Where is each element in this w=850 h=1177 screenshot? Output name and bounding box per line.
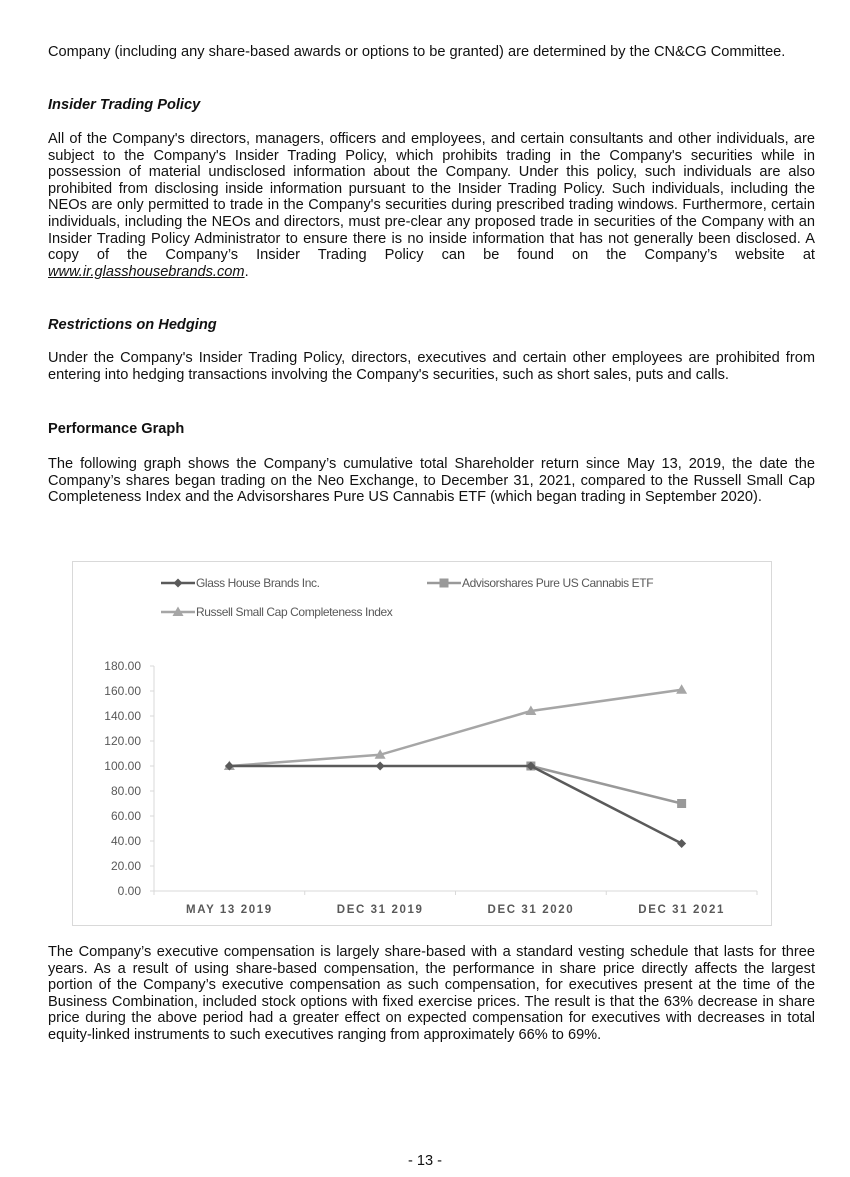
y-tick-label: 60.00	[110, 809, 141, 823]
legend-label: Russell Small Cap Completeness Index	[196, 605, 393, 619]
square-marker-icon	[440, 579, 449, 588]
insider-trading-text: All of the Company's directors, managers, officers and employees, and certain consultants and other individuals, are subject to the Company's Insider Trading Policy, which prohibits trading in the Company's securities while in possession of material undisclosed information about the Company. Under this policy, such individuals are also prohibited from disclosing inside information pursuant to the Insider Trading Policy. Such individuals, including the NEOs are only permitted to trade in the Company's securities during prescribed trading windows. Furthermore, certain individuals, including the NEOs and directors, must pre-clear any proposed trade in securities of the Company with an Insider Trading Policy Administrator to ensure there is no inside information that has not generally been disclosed. A copy of the Company’s Insider Trading Policy can be found on the Company’s website at	[48, 131, 815, 264]
performance-chart	[72, 561, 772, 926]
legend-label: Advisorshares Pure US Cannabis ETF	[462, 576, 654, 590]
diamond-marker-icon	[174, 579, 183, 588]
x-axis	[154, 891, 757, 916]
y-tick-label: 100.00	[104, 759, 141, 773]
series-line	[526, 762, 686, 809]
y-tick-label: 140.00	[104, 709, 141, 723]
line-chart	[73, 562, 773, 927]
x-tick-label: DEC 31 2021	[638, 904, 725, 916]
chart-legend	[161, 576, 653, 619]
diamond-marker-icon	[376, 762, 385, 771]
diamond-marker-icon	[677, 839, 686, 848]
hedging-paragraph: Under the Company's Insider Trading Policy, directors, executives and certain other employees are prohibited from entering into hedging transactions involving the Company's securities, such as short sales, puts and calls.	[48, 350, 815, 383]
intro-paragraph: Company (including any share-based awards or options to be granted) are determined by the CN&CG Committee.	[48, 44, 786, 60]
legend-label: Glass House Brands Inc.	[196, 576, 320, 590]
y-tick-label: 160.00	[104, 684, 141, 698]
y-axis	[104, 659, 154, 898]
hedging-heading: Restrictions on Hedging	[48, 317, 217, 333]
series-line	[224, 684, 687, 770]
performance-paragraph: The following graph shows the Company’s cumulative total Shareholder return since May 13, 2019, the date the Company’s shares began trading on the Neo Exchange, to December 31, 2021, compared to the Russell Small Cap Completeness Index and the Advisorshares Pure US Cannabis ETF (which began trading in September 2020).	[48, 456, 815, 506]
performance-graph-heading: Performance Graph	[48, 421, 185, 437]
y-tick-label: 0.00	[117, 884, 141, 898]
legend-item	[161, 576, 320, 590]
triangle-marker-icon	[676, 684, 687, 694]
insider-trading-paragraph	[48, 131, 815, 280]
page-number: - 13 -	[407, 1153, 443, 1169]
y-tick-label: 20.00	[110, 859, 141, 873]
y-tick-label: 40.00	[110, 834, 141, 848]
square-marker-icon	[677, 799, 686, 808]
series-line	[225, 762, 686, 849]
website-link[interactable]: www.ir.glasshousebrands.com	[48, 263, 245, 280]
legend-item	[427, 576, 653, 590]
legend-item	[161, 605, 393, 619]
x-tick-label: DEC 31 2019	[336, 904, 424, 916]
insider-trading-end: .	[244, 263, 249, 280]
y-tick-label: 80.00	[110, 784, 141, 798]
x-tick-label: MAY 13 2019	[186, 904, 273, 916]
y-tick-label: 120.00	[104, 734, 141, 748]
insider-trading-heading: Insider Trading Policy	[48, 97, 201, 113]
y-tick-label: 180.00	[104, 659, 141, 673]
chart-series	[224, 684, 687, 848]
compensation-paragraph: The Company’s executive compensation is largely share-based with a standard vesting schedule that lasts for three years. As a result of using share-based compensation, the performance in share price directly affects the largest portion of the Company’s executive compensation as such compensation, for executives present at the time of the Business Combination, included stock options with fixed exercise prices. The result is that the 63% decrease in share price during the above period had a greater effect on expected compensation for executives with decreases in total equity-linked instruments to such executives ranging from approximately 66% to 69%.	[48, 944, 815, 1043]
x-tick-label: DEC 31 2020	[487, 904, 575, 916]
